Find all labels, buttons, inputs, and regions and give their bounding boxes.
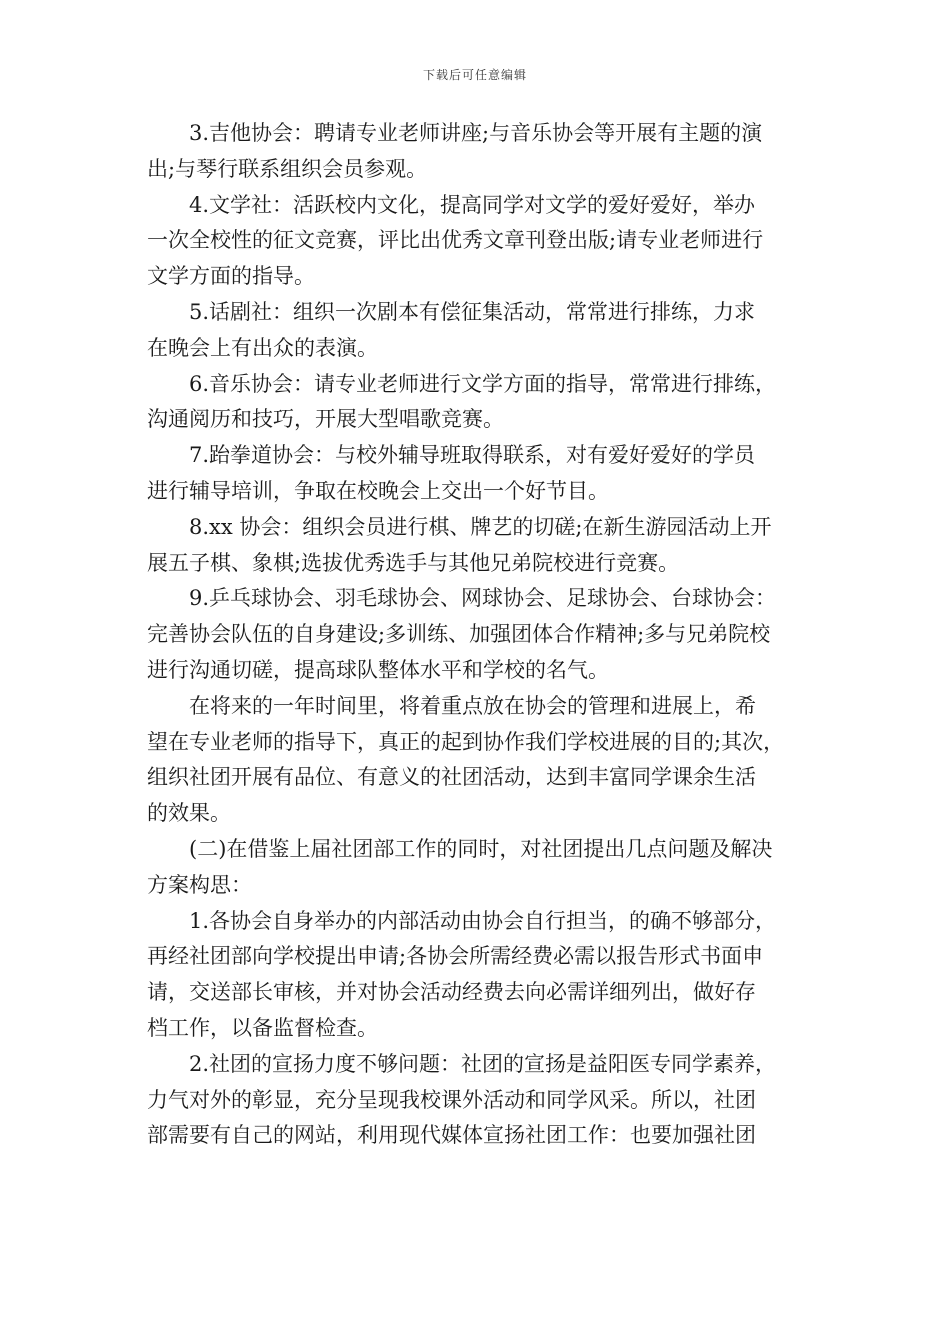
text-line: 望在专业老师的指导下，真正的起到协作我们学校进展的目的;其次， xyxy=(147,729,785,754)
text-line: 2.社团的宣扬力度不够问题：社团的宣扬是益阳医专同学素养， xyxy=(189,1051,777,1076)
paragraph-drama-club xyxy=(147,295,817,367)
paragraph-taekwondo-association xyxy=(147,438,817,510)
text-line: 力气对外的彰显，充分呈现我校课外活动和同学风采。所以，社团 xyxy=(147,1087,756,1112)
text-line: 在晚会上有出众的表演。 xyxy=(147,335,378,360)
text-line: 5.话剧社：组织一次剧本有偿征集活动，常常进行排练，力求 xyxy=(189,299,756,324)
paragraph-ball-associations xyxy=(147,581,817,688)
text-line: 4.文学社：活跃校内文化，提高同学对文学的爱好爱好，举办 xyxy=(189,192,756,217)
text-line: 一次全校性的征文竞赛，评比出优秀文章刊登出版;请专业老师进行 xyxy=(147,228,764,253)
paragraph-coming-year xyxy=(147,689,817,832)
text-line: 组织社团开展有品位、有意义的社团活动，达到丰富同学课余生活 xyxy=(147,765,756,790)
text-line: 展五子棋、象棋;选拔优秀选手与其他兄弟院校进行竞赛。 xyxy=(147,550,680,575)
text-line: 在将来的一年时间里，将着重点放在协会的管理和进展上，希 xyxy=(189,693,756,718)
paragraph-literature-club xyxy=(147,188,817,295)
paragraph-publicity xyxy=(147,1047,817,1154)
text-line: 再经社团部向学校提出申请;各协会所需经费必需以报告形式书面申 xyxy=(147,944,764,969)
text-line: 文学方面的指导。 xyxy=(147,264,315,289)
text-line: 8.xx 协会：组织会员进行棋、牌艺的切磋;在新生游园活动上开 xyxy=(189,514,772,539)
paragraph-internal-activities xyxy=(147,904,817,1047)
text-line: 的效果。 xyxy=(147,801,231,826)
paragraph-chess-association xyxy=(147,510,817,582)
text-line: 方案构思： xyxy=(147,872,252,897)
text-line: 沟通阅历和技巧，开展大型唱歌竞赛。 xyxy=(147,407,504,432)
text-line: 部需要有自己的网站，利用现代媒体宣扬社团工作：也要加强社团 xyxy=(147,1123,756,1148)
text-line: 出;与琴行联系组织会员参观。 xyxy=(147,156,428,181)
text-line: 进行沟通切磋，提高球队整体水平和学校的名气。 xyxy=(147,657,609,682)
text-line: (二)在借鉴上届社团部工作的同时，对社团提出几点问题及解决 xyxy=(189,836,773,861)
paragraph-music-association xyxy=(147,367,817,439)
text-line: 1.各协会自身举办的内部活动由协会自行担当，的确不够部分， xyxy=(189,908,777,933)
text-line: 3.吉他协会：聘请专业老师讲座;与音乐协会等开展有主题的演 xyxy=(189,121,763,145)
text-line: 请，交送部长审核，并对协会活动经费去向必需详细列出，做好存 xyxy=(147,980,756,1005)
text-line: 9.乒乓球协会、羽毛球协会、网球协会、足球协会、台球协会： xyxy=(189,586,777,611)
text-line: 进行辅导培训，争取在校晚会上交出一个好节目。 xyxy=(147,478,609,503)
text-line: 档工作，以备监督检查。 xyxy=(147,1015,378,1040)
text-line: 6.音乐协会：请专业老师进行文学方面的指导，常常进行排练， xyxy=(189,371,777,396)
document-body xyxy=(147,116,817,1154)
paragraph-guitar-association xyxy=(147,116,817,188)
paragraph-section-two-heading xyxy=(147,832,817,904)
text-line: 7.跆拳道协会：与校外辅导班取得联系，对有爱好爱好的学员 xyxy=(189,443,756,468)
header-note: 下载后可任意编辑 xyxy=(422,68,527,82)
text-line: 完善协会队伍的自身建设;多训练、加强团体合作精神;多与兄弟院校 xyxy=(147,622,771,647)
